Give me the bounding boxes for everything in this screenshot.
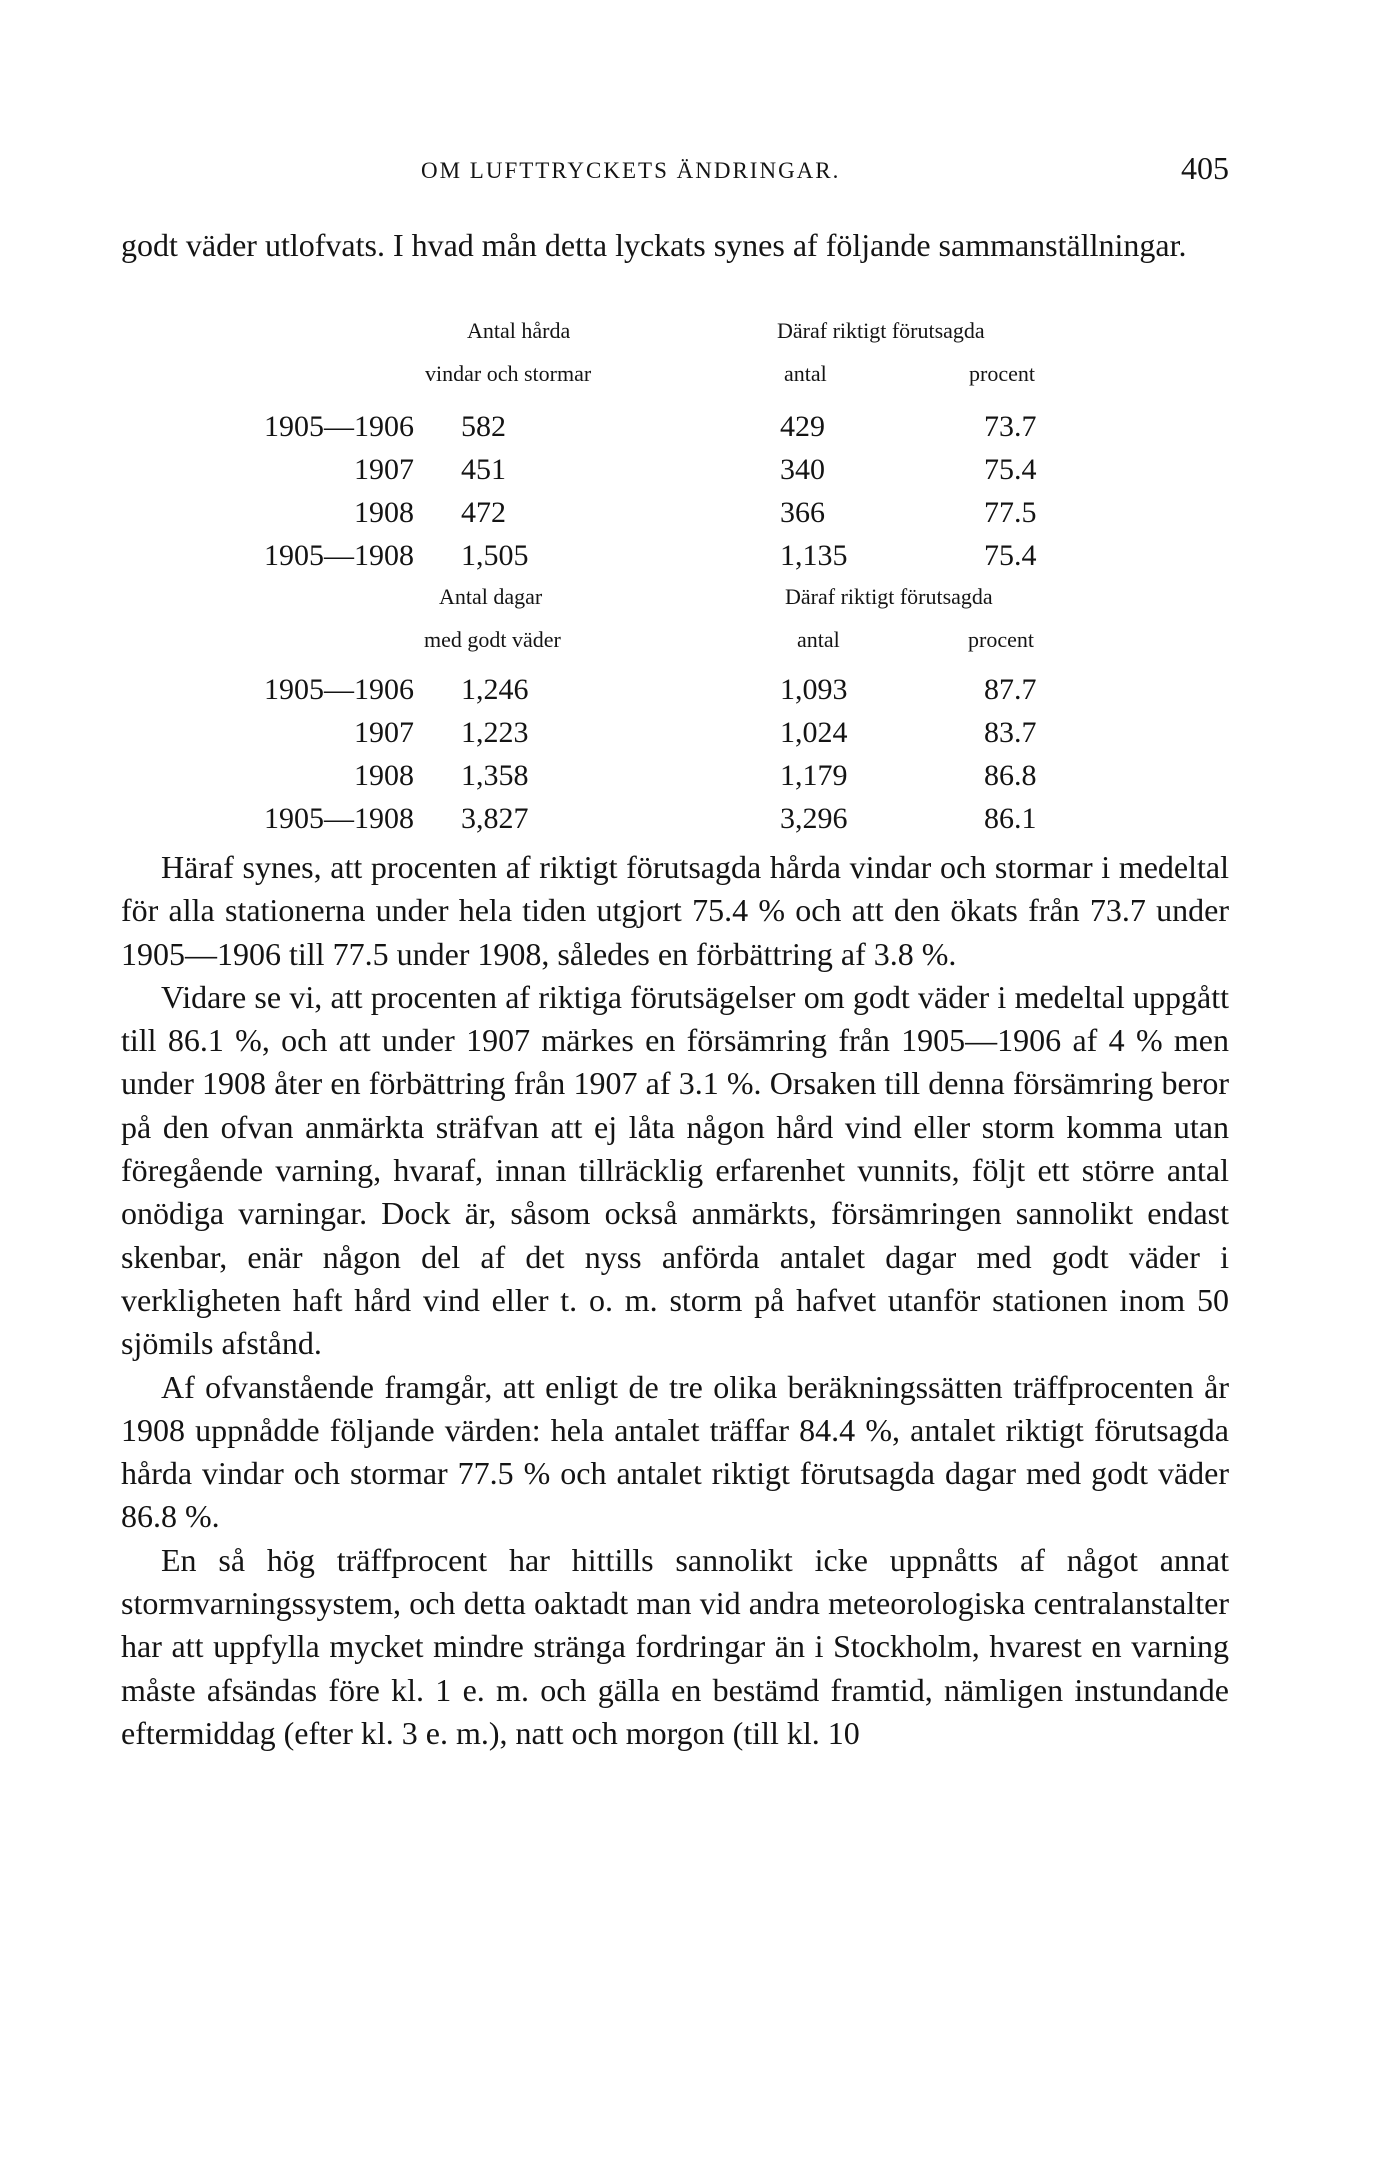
body-text [121, 846, 1229, 1755]
period-cell: 1905—1906 [264, 410, 414, 443]
total-cell: 1,505 [461, 539, 529, 572]
count-cell: 1,179 [780, 759, 848, 792]
fair-pct-label: procent [968, 627, 1034, 652]
paragraph-summary: Häraf synes, att procenten af riktigt förutsagda hårda vindar och stormar i medeltal för alla stationerna under hela tiden utgjort 75.4 % och att den ökats från 73.7 under 1905—1906 till 77.5 under 1908, således en förbättring af 3.8 %. [121, 849, 1229, 972]
intro-paragraph: godt väder utlofvats. I hvad mån detta lyckats synes af följande sammanställningar. [121, 227, 1187, 263]
running-title: OM LUFTTRYCKETS ÄNDRINGAR. [421, 158, 841, 183]
table-row [121, 453, 1229, 493]
table-row [121, 759, 1229, 799]
count-cell: 429 [780, 410, 825, 443]
storms-pct-label: procent [969, 361, 1035, 386]
percent-cell: 83.7 [984, 716, 1037, 749]
book-page [121, 0, 1229, 2173]
storms-count-label: antal [784, 361, 827, 386]
fair-count-label: antal [797, 627, 840, 652]
paragraph-fair-weather: Vidare se vi, att procenten af riktiga förutsägelser om godt väder i medeltal uppgått till 86.1 %, och att under 1907 märkes en försämring från 1905—1906 af 4 % men under 1908 åter en förbättring från 1907 af 3.1 %. Orsaken till denna försämring beror på den ofvan anmärkta sträfvan att ej låta någon hård vind eller storm komma utan föregående varning, hvaraf, innan tillräcklig erfarenhet vunnits, följt ett större antal onödiga varningar. Dock är, såsom också anmärkts, försämringen sannolikt endast skenbar, enär någon del af det nyss anförda antalet dagar med godt väder i verkligheten haft hård vind eller t. o. m. storm på hafvet utanför stationen inom 50 sjömils afstånd. [121, 978, 1229, 1362]
count-cell: 366 [780, 496, 825, 529]
storms-correct-label: Däraf riktigt förutsagda [777, 318, 985, 343]
period-cell: 1905—1908 [264, 539, 414, 572]
count-cell: 1,135 [780, 539, 848, 572]
total-cell: 3,827 [461, 802, 529, 835]
period-cell: 1907 [354, 716, 414, 749]
period-cell: 1905—1908 [264, 802, 414, 835]
fair-total-label-1: Antal dagar [439, 584, 543, 609]
count-cell: 1,024 [780, 716, 848, 749]
paragraph-hit-rates: Af ofvanstående framgår, att enligt de tre olika beräkningssätten träffprocenten år 1908 uppnådde följande värden: hela antalet träffar 84.4 %, antalet riktigt förutsagda hårda vindar och stormar 77.5 % och antalet riktigt förutsagda dagar med godt väder 86.8 %. [121, 1368, 1229, 1535]
storms-total-label-1: Antal hårda [467, 318, 571, 343]
table-row [121, 673, 1229, 713]
period-cell: 1908 [354, 496, 414, 529]
page-header [121, 150, 1229, 190]
percent-cell: 86.8 [984, 759, 1037, 792]
period-cell: 1905—1906 [264, 673, 414, 706]
table-row [121, 496, 1229, 536]
total-cell: 472 [461, 496, 506, 529]
table-row [121, 716, 1229, 756]
total-cell: 1,246 [461, 673, 529, 706]
percent-cell: 77.5 [984, 496, 1037, 529]
paragraph-comparison: En så hög träffprocent har hittills sannolikt icke uppnåtts af något annat stormvarningssystem, och detta oaktadt man vid andra meteorologiska centralanstalter har att uppfylla mycket mindre stränga fordringar än i Stockholm, hvarest en varning måste afsändas före kl. 1 e. m. och gälla en bestämd framtid, nämligen instundande eftermiddag (efter kl. 3 e. m.), natt och morgon (till kl. 10 [121, 1541, 1229, 1751]
table-row [121, 802, 1229, 842]
storms-total-label-2: vindar och stormar [425, 361, 592, 386]
percent-cell: 87.7 [984, 673, 1037, 706]
total-cell: 1,223 [461, 716, 529, 749]
percent-cell: 73.7 [984, 410, 1037, 443]
table-row [121, 410, 1229, 450]
period-cell: 1908 [354, 759, 414, 792]
count-cell: 1,093 [780, 673, 848, 706]
percent-cell: 75.4 [984, 453, 1037, 486]
count-cell: 3,296 [780, 802, 848, 835]
total-cell: 1,358 [461, 759, 529, 792]
count-cell: 340 [780, 453, 825, 486]
percent-cell: 75.4 [984, 539, 1037, 572]
table-row [121, 539, 1229, 579]
page-number: 405 [1181, 150, 1229, 186]
percent-cell: 86.1 [984, 802, 1037, 835]
fair-total-label-2: med godt väder [424, 627, 561, 652]
fair-correct-label: Däraf riktigt förutsagda [785, 584, 993, 609]
total-cell: 451 [461, 453, 506, 486]
period-cell: 1907 [354, 453, 414, 486]
total-cell: 582 [461, 410, 506, 443]
